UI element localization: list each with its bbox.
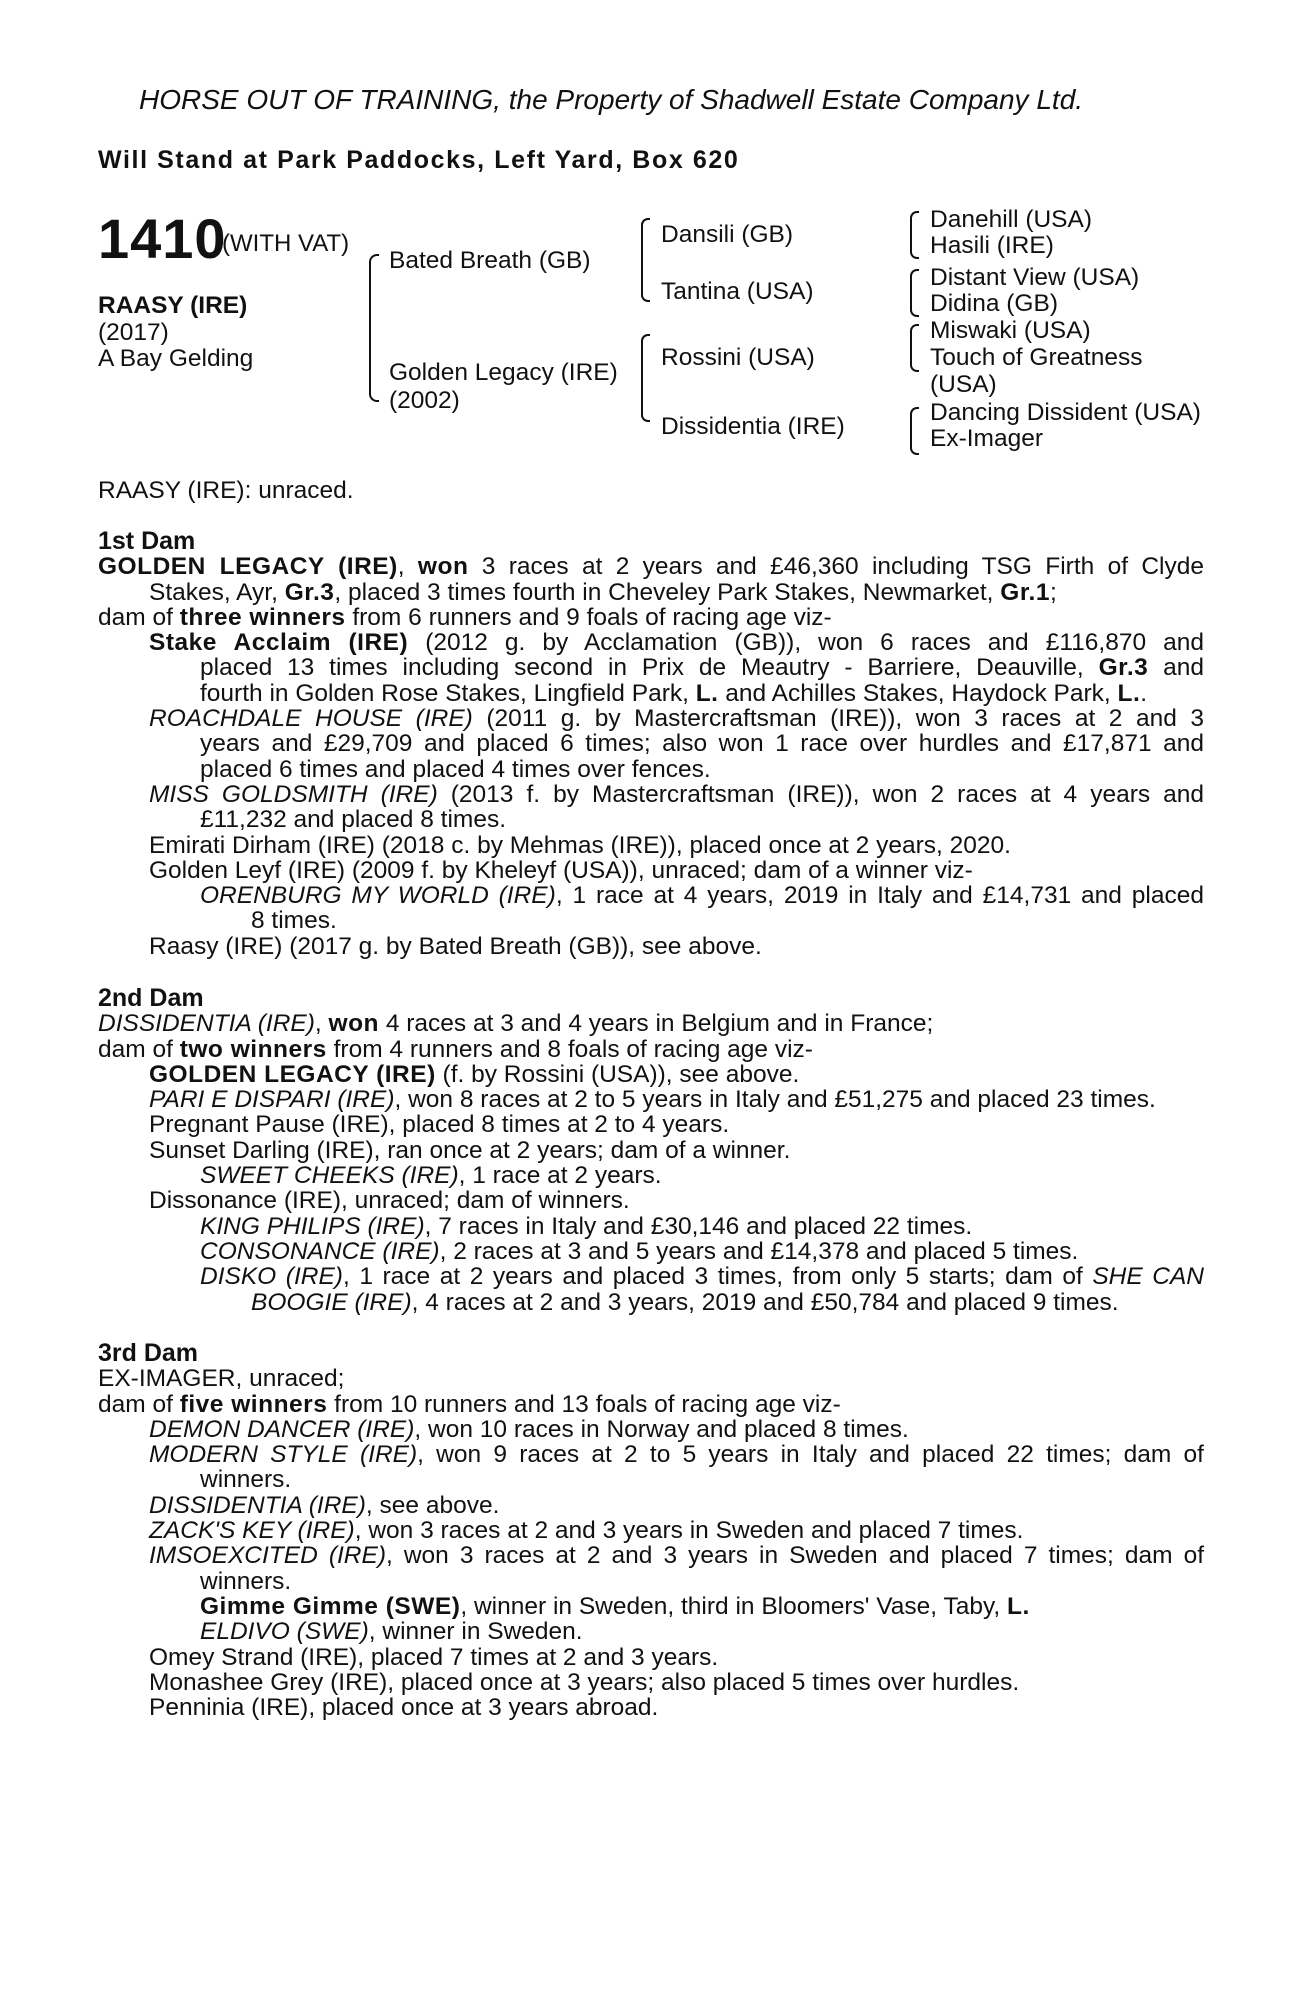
progeny-line: Golden Leyf (IRE) (2009 f. by Kheleyf (USA)), unraced; dam of a winner viz-	[149, 856, 973, 884]
grade-badge: Gr.3	[284, 578, 335, 606]
text-segment: 3 races at 2 years and £46,360 including TSG Firth of Clyde	[468, 553, 1204, 581]
pedigree-brace-dam-line	[641, 334, 650, 422]
horse-name: ROACHDALE HOUSE (IRE)	[149, 705, 473, 733]
dam-line	[98, 580, 1204, 605]
progeny-line	[98, 1518, 1204, 1543]
progeny-line	[98, 782, 1204, 807]
horse-year: (2017)	[98, 319, 169, 346]
pedigree-ggp-7: (USA)	[930, 371, 997, 398]
progeny-line: Sunset Darling (IRE), ran once at 2 years; dam of a winner.	[149, 1136, 791, 1164]
progeny-line: Raasy (IRE) (2017 g. by Bated Breath (GB)), see above.	[149, 932, 762, 960]
lot-number: 1410	[98, 207, 227, 270]
pedigree-brace-g4	[910, 407, 919, 455]
horse-name: MODERN STYLE (IRE)	[149, 1441, 418, 1469]
text-segment: (f. by Rossini (USA)), see above.	[435, 1060, 800, 1088]
catalogue-title: HORSE OUT OF TRAINING, the Property of Shadwell Estate Company Ltd.	[139, 84, 1084, 115]
progeny-line	[98, 1239, 1204, 1264]
third-dam-section	[98, 1341, 1204, 1720]
dam-line	[98, 1011, 1204, 1036]
horse-name: ELDIVO (SWE)	[200, 1618, 369, 1646]
pedigree-dam-year: (2002)	[389, 387, 460, 414]
text-segment: fourth in Golden Rose Stakes, Lingfield Park,	[200, 679, 696, 707]
section-heading: 2nd Dam	[98, 984, 204, 1012]
horse-name: ORENBURG MY WORLD (IRE)	[200, 882, 556, 910]
listed-badge: L.	[1117, 679, 1141, 707]
progeny-line: 8 times.	[251, 907, 337, 935]
progeny-line	[98, 1594, 1204, 1619]
text-segment: , 1 race at 4 years, 2019 in Italy and £14,731 and placed	[555, 882, 1204, 910]
pedigree-ggp-3: Distant View (USA)	[930, 264, 1140, 291]
text-segment: , 4 races at 2 and 3 years, 2019 and £50,784 and placed 9 times.	[411, 1288, 1119, 1316]
progeny-line	[98, 1290, 1204, 1315]
progeny-line	[98, 1163, 1204, 1188]
text-segment: , winner in Sweden, third in Bloomers' Vase, Taby,	[460, 1592, 1008, 1620]
pedigree-ggp-6: Touch of Greatness	[930, 344, 1143, 371]
text-segment: (2013 f. by Mastercraftsman (IRE)), won 2 races at 4 years and	[437, 780, 1204, 808]
pedigree-ggp-1: Danehill (USA)	[930, 206, 1093, 233]
pedigree-ggp-2: Hasili (IRE)	[930, 232, 1054, 259]
text-segment: , winner in Sweden.	[368, 1618, 583, 1646]
stabling-info: Will Stand at Park Paddocks, Left Yard, Box 620	[98, 146, 740, 174]
progeny-line	[98, 1442, 1204, 1467]
dam-line	[98, 554, 1204, 579]
pedigree-dam-sire: Rossini (USA)	[661, 344, 815, 371]
progeny-line	[98, 655, 1204, 680]
listed-badge: L.	[1007, 1592, 1030, 1620]
text-segment: , 7 races in Italy and £30,146 and placed 22 times.	[424, 1212, 973, 1240]
progeny-line: winners.	[200, 1567, 292, 1595]
progeny-line: £11,232 and placed 8 times.	[200, 806, 507, 834]
text-segment: dam of	[98, 603, 180, 631]
progeny-line: Pregnant Pause (IRE), placed 8 times at 2 to 4 years.	[149, 1111, 730, 1139]
text-segment: and Achilles Stakes, Haydock Park,	[718, 679, 1118, 707]
winners-count: two winners	[179, 1035, 327, 1063]
horse-name: DEMON DANCER (IRE)	[149, 1415, 415, 1443]
pedigree-brace-g2	[910, 269, 919, 317]
text-segment: , placed 3 times fourth in Cheveley Park Stakes, Newmarket,	[334, 578, 1001, 606]
horse-name: KING PHILIPS (IRE)	[200, 1212, 425, 1240]
pedigree-brace-g1	[910, 211, 919, 259]
progeny-line: Penninia (IRE), placed once at 3 years abroad.	[149, 1694, 659, 1722]
progeny-line	[98, 1417, 1204, 1442]
dam-line: EX-IMAGER, unraced;	[98, 1365, 345, 1393]
text-segment: , won 9 races at 2 to 5 years in Italy and placed 22 times; dam of	[417, 1441, 1204, 1469]
horse-name: DISKO (IRE)	[200, 1263, 343, 1291]
progeny-line	[98, 1493, 1204, 1518]
dam-line	[98, 1037, 1204, 1062]
text-segment: , 1 race at 2 years and placed 3 times, from only 5 starts; dam of	[342, 1263, 1093, 1291]
section-heading: 3rd Dam	[98, 1339, 199, 1367]
text-segment: (2012 g. by Acclamation (GB)), won 6 races and £116,870 and	[408, 629, 1204, 657]
listed-badge: L.	[695, 679, 719, 707]
text-segment: .	[1140, 679, 1148, 707]
grade-badge: Gr.1	[1000, 578, 1050, 606]
text-segment: and	[1148, 654, 1205, 682]
progeny-line	[98, 1214, 1204, 1239]
text-segment: from 6 runners and 9 foals of racing age viz-	[345, 603, 832, 631]
dam-line	[98, 1392, 1204, 1417]
progeny-line	[98, 883, 1204, 908]
winners-count: three winners	[179, 603, 346, 631]
horse-name: MISS GOLDSMITH (IRE)	[149, 780, 438, 808]
text-segment: , 1 race at 2 years.	[458, 1162, 662, 1190]
progeny-line	[98, 1619, 1204, 1644]
text-segment: dam of	[98, 1035, 180, 1063]
horse-name: CONSONANCE (IRE)	[200, 1237, 440, 1265]
text-segment: from 10 runners and 13 foals of racing age viz-	[327, 1390, 841, 1418]
horse-name: DISSIDENTIA (IRE)	[149, 1491, 366, 1519]
pedigree-sire-dam: Tantina (USA)	[661, 278, 814, 305]
progeny-line: years and £29,709 and placed 6 times; also won 1 race over hurdles and £17,871 and	[200, 730, 1204, 758]
pedigree-dam-dam: Dissidentia (IRE)	[661, 413, 845, 440]
text-segment: Stakes, Ayr,	[149, 578, 285, 606]
text-segment: , won 3 races at 2 and 3 years in Sweden and placed 7 times.	[354, 1517, 1024, 1545]
pedigree-ggp-4: Didina (GB)	[930, 290, 1058, 317]
text-segment: , see above.	[365, 1491, 500, 1519]
horse-name: Gimme Gimme (SWE)	[200, 1592, 461, 1620]
horse-name: GOLDEN LEGACY (IRE)	[149, 1060, 436, 1088]
grade-badge: Gr.3	[1098, 654, 1149, 682]
first-dam-section	[98, 529, 1204, 959]
vat-note: (WITH VAT)	[222, 230, 350, 257]
pedigree-sire: Bated Breath (GB)	[389, 247, 591, 274]
horse-name: Stake Acclaim (IRE)	[149, 629, 409, 657]
dam-line	[98, 605, 1204, 630]
progeny-line	[98, 1087, 1204, 1112]
winners-count: five winners	[179, 1390, 328, 1418]
progeny-line: Dissonance (IRE), unraced; dam of winners.	[149, 1187, 630, 1215]
won-label: won	[417, 553, 469, 581]
horse-name: IMSOEXCITED (IRE)	[149, 1542, 386, 1570]
text-segment: , won 8 races at 2 to 5 years in Italy and £51,275 and placed 23 times.	[394, 1086, 1156, 1114]
progeny-line	[98, 1543, 1204, 1568]
pedigree-ggp-9: Ex-Imager	[930, 425, 1044, 452]
text-segment: from 4 runners and 8 foals of racing age viz-	[326, 1035, 813, 1063]
text-segment: ,	[314, 1010, 329, 1038]
progeny-line	[98, 681, 1204, 706]
progeny-line	[98, 706, 1204, 731]
text-segment: (2011 g. by Mastercraftsman (IRE)), won 3 races at 2 and 3	[472, 705, 1204, 733]
pedigree-dam: Golden Legacy (IRE)	[389, 359, 618, 386]
progeny-line	[98, 1062, 1204, 1087]
section-heading: 1st Dam	[98, 527, 196, 555]
second-dam-section	[98, 986, 1204, 1315]
horse-name: PARI E DISPARI (IRE)	[149, 1086, 395, 1114]
horse-name: ZACK'S KEY (IRE)	[149, 1517, 355, 1545]
text-segment: 4 races at 3 and 4 years in Belgium and in France;	[379, 1010, 934, 1038]
progeny-line: Monashee Grey (IRE), placed once at 3 years; also placed 5 times over hurdles.	[149, 1668, 1020, 1696]
pedigree-brace-g3	[910, 324, 919, 372]
text-segment: , won 10 races in Norway and placed 8 times.	[414, 1415, 909, 1443]
progeny-line: winners.	[200, 1466, 292, 1494]
text-segment: dam of	[98, 1390, 180, 1418]
text-segment: , 2 races at 3 and 5 years and £14,378 and placed 5 times.	[439, 1237, 1079, 1265]
text-segment: placed 13 times including second in Prix de Meautry - Barriere, Deauville,	[200, 654, 1099, 682]
horse-name: DISSIDENTIA (IRE)	[98, 1010, 315, 1038]
progeny-line	[98, 630, 1204, 655]
won-label: won	[328, 1010, 380, 1038]
race-record: RAASY (IRE): unraced.	[98, 477, 354, 504]
pedigree-brace-sire-line	[641, 218, 650, 302]
horse-description: A Bay Gelding	[98, 345, 254, 372]
horse-name: SHE CAN	[1092, 1263, 1204, 1291]
progeny-line: Emirati Dirham (IRE) (2018 c. by Mehmas (IRE)), placed once at 2 years, 2020.	[149, 831, 1011, 859]
pedigree-brace-sire-dam	[369, 254, 379, 402]
horse-name: GOLDEN LEGACY (IRE)	[98, 553, 398, 581]
progeny-line: placed 6 times and placed 4 times over fences.	[200, 755, 711, 783]
text-segment: ;	[1049, 578, 1057, 606]
horse-name: BOOGIE (IRE)	[251, 1288, 412, 1316]
progeny-line	[98, 1264, 1204, 1289]
progeny-line: Omey Strand (IRE), placed 7 times at 2 and 3 years.	[149, 1643, 719, 1671]
pedigree-ggp-5: Miswaki (USA)	[930, 317, 1091, 344]
pedigree-ggp-8: Dancing Dissident (USA)	[930, 399, 1201, 426]
horse-name: RAASY (IRE)	[98, 292, 248, 319]
text-segment: ,	[397, 553, 418, 581]
horse-name: SWEET CHEEKS (IRE)	[200, 1162, 459, 1190]
text-segment: , won 3 races at 2 and 3 years in Sweden and placed 7 times; dam of	[386, 1542, 1204, 1570]
pedigree-sire-sire: Dansili (GB)	[661, 221, 794, 248]
